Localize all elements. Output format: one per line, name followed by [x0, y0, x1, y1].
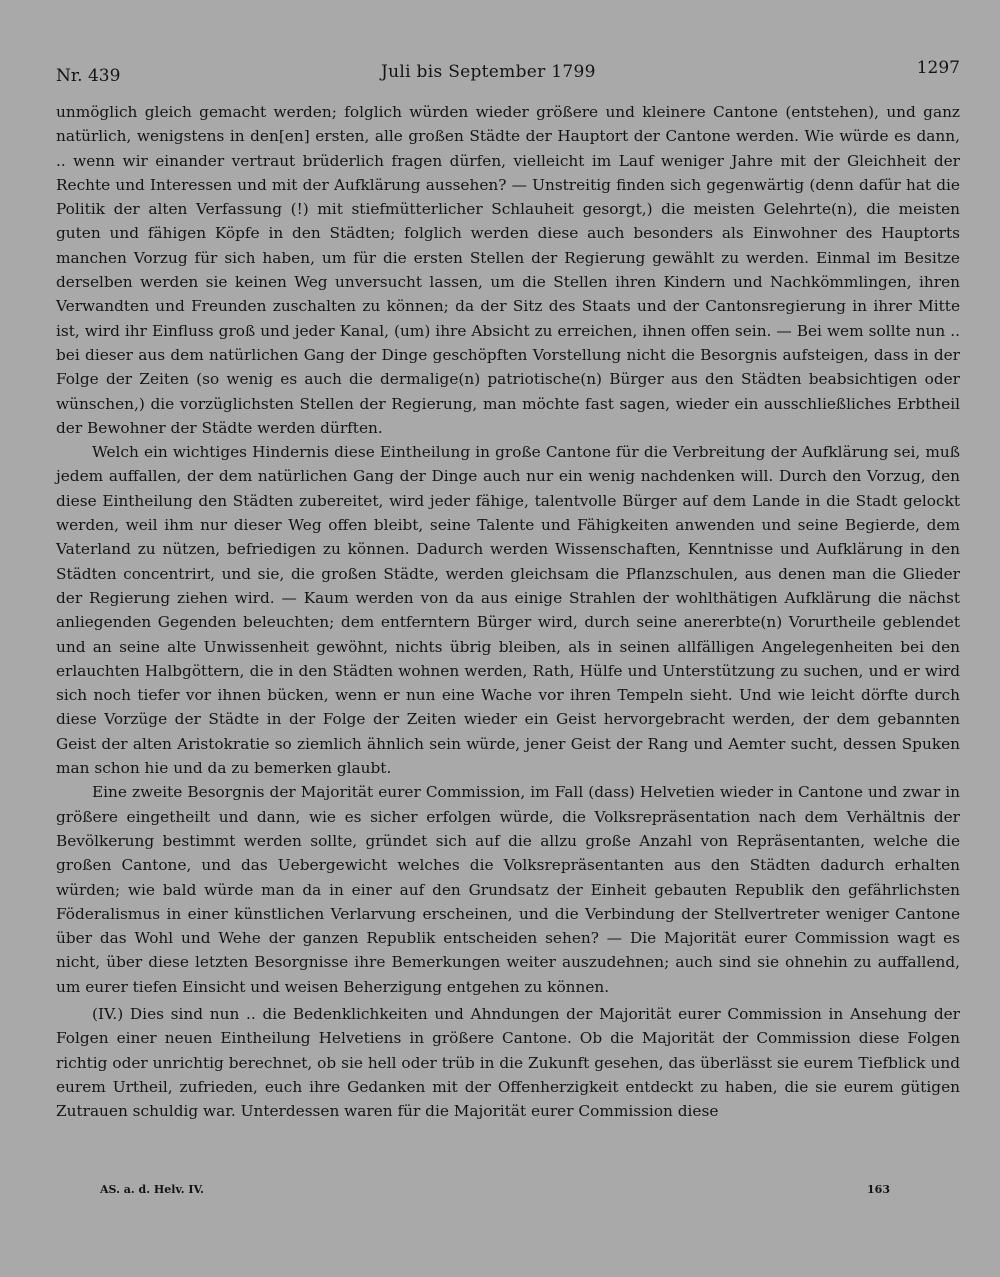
- page-number: 1297: [916, 58, 960, 78]
- paragraph-1: unmöglich gleich gemacht werden; folglich würden wieder größere und kleinere Cantone (entstehen), und ganz natürlich, wenigstens in den[en] ersten, alle großen Städte der Hauptort der Cantone werden. Wie würde es dann, .. wenn wir einander vertraut brüderlich fragen dürfen, vielleicht im Lauf weniger Jahre mit der Gleichheit der Rechte und Interessen und mit der Aufklärung aussehen? — Unstreitig finden sich gegenwärtig (denn dafür hat die Politik der alten Verfassung (!) mit stiefmütterlicher Schlauheit gesorgt,) die meisten Gelehrte(n), die meisten guten und fähigen Köpfe in den Städten; folglich werden diese auch besonders als Einwohner des Hauptorts manchen Vorzug für sich haben, um für die ersten Stellen der Regierung gewählt zu werden. Einmal im Besitze derselben werden sie keinen Weg unversucht lassen, um die Stellen ihren Kindern und Nachkömmlingen, ihren Verwandten und Freunden zuschalten zu können; da der Sitz des Staats und der Cantonsregierung in ihrer Mitte ist, wird ihr Einfluss groß und jeder Kanal, (um) ihre Absicht zu erreichen, ihnen offen sein. — Bei wem sollte nun .. bei dieser aus dem natürlichen Gang der Dinge geschöpften Vorstellung nicht die Besorgnis aufsteigen, dass in der Folge der Zeiten (so wenig es auch die dermalige(n) patriotische(n) Bürger aus den Städten beabsichtigen oder wünschen,) die vorzüglichsten Stellen der Regierung, man möchte fast sagen, wieder ein ausschließliches Erbtheil der Bewohner der Städte werden dürften.: [56, 103, 960, 437]
- paragraph-4: (IV.) Dies sind nun .. die Bedenklichkeiten und Ahndungen der Majorität eurer Commission in Ansehung der Folgen einer neuen Eintheilung Helvetiens in größere Cantone. Ob die Majorität der Commission diese Folgen richtig oder unrichtig berechnet, ob sie hell oder trüb in die Zukunft gesehen, das überlässt sie eurem Tiefblick und eurem Urtheil, zufrieden, euch ihre Gedanken mit der Offenherzigkeit entdeckt zu haben, die sie eurem gütigen Zutrauen schuldig war. Unterdessen waren für die Majorität eurer Commission diese: [56, 1004, 960, 1121]
- page-footer: [100, 1183, 890, 1203]
- paragraph-3: Eine zweite Besorgnis der Majorität eurer Commission, im Fall (dass) Helvetien wieder in Cantone und zwar in größere eingetheilt und dann, wie es sicher erfolgen würde, die Volksrepräsentation nach dem Verhältnis der Bevölkerung bestimmt werden sollte, gründet sich auf die allzu große Anzahl von Repräsentanten, welche die großen Cantone, und das Uebergewicht welches die Volksrepräsentanten aus den Städten dadurch erhalten würden; wie bald würde man da in einer auf den Grundsatz der Einheit gebauten Republik den gefährlichsten Föderalismus in einer künstlichen Verlarvung erscheinen, und die Verbindung der Stellvertreter weniger Cantone über das Wohl und Wehe der ganzen Republik entscheiden sehen? — Die Majorität eurer Commission wagt es nicht, über diese letzten Besorgnisse ihre Bemerkungen weiter auszudehnen; auch sind sie ohnehin zu auffallend, um eurer tiefen Einsicht und weisen Beherzigung entgehen zu können.: [56, 783, 960, 996]
- body-text: [56, 100, 960, 1123]
- paragraph-2: Welch ein wichtiges Hindernis diese Eintheilung in große Cantone für die Verbreitung der Aufklärung sei, muß jedem auffallen, der dem natürlichen Gang der Dinge auch nur ein wenig nachdenken will. Durch den Vorzug, den diese Eintheilung den Städten zubereitet, wird jeder fähige, talentvolle Bürger auf dem Lande in die Stadt gelockt werden, weil ihm nur dieser Weg offen bleibt, seine Talente und Fähigkeiten anwenden und seine Begierde, dem Vaterland zu nützen, befriedigen zu können. Dadurch werden Wissenschaften, Kenntnisse und Aufklärung in den Städten concentrirt, und sie, die großen Städte, werden gleichsam die Pflanzschulen, aus denen man die Glieder der Regierung ziehen wird. — Kaum werden von da aus einige Strahlen der wohlthätigen Aufklärung die nächst anliegenden Gegenden beleuchten; dem entferntern Bürger wird, durch seine anererbte(n) Vorurtheile geblendet und an seine alte Unwissenheit gewöhnt, nichts übrig bleiben, als in seinen allfälligen Angelegenheiten bei den erlauchten Halbgöttern, die in den Städten wohnen werden, Rath, Hülfe und Unterstützung zu suchen, und er wird sich noch tiefer vor ihnen bücken, wenn er nun eine Wache vor ihren Tempeln sieht. Und wie leicht dörfte durch diese Vorzüge der Städte in der Folge der Zeiten wieder ein Geist hervorgebracht werden, der dem gebannten Geist der alten Aristokratie so ziemlich ähnlich sein würde, jener Geist der Rang und Aemter sucht, dessen Spuken man schon hie und da zu bemerken glaubt.: [56, 443, 960, 778]
- source-abbreviation: AS. a. d. Helv. IV.: [100, 1183, 204, 1196]
- header-title: Juli bis September 1799: [381, 62, 596, 82]
- running-header: [56, 58, 960, 90]
- document-number: Nr. 439: [56, 66, 121, 86]
- sheet-signature: 163: [867, 1183, 890, 1196]
